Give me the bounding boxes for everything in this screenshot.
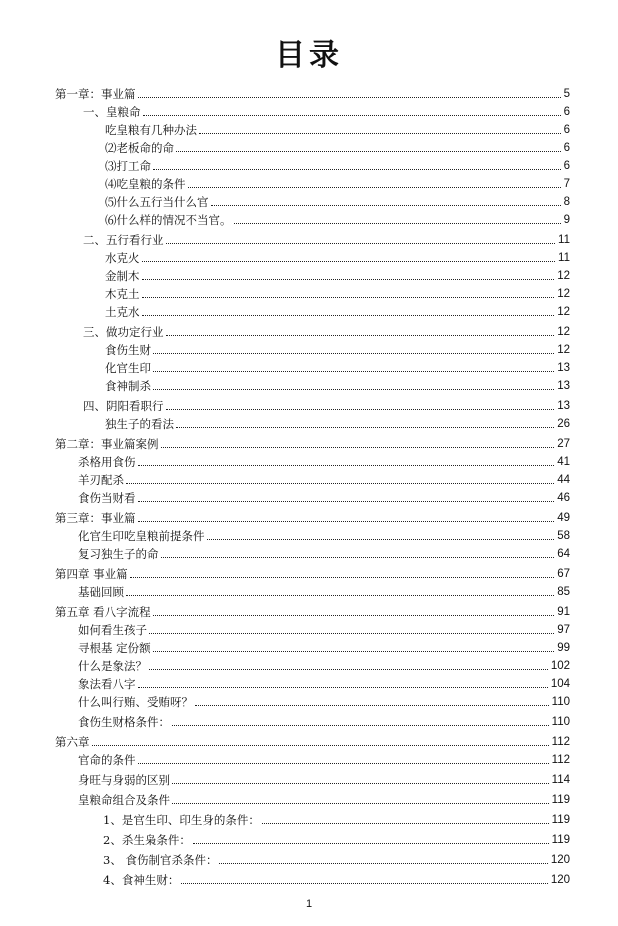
toc-entry-page: 110 [551,716,570,728]
dot-leader [126,483,554,484]
toc-entry-page: 44 [557,474,570,486]
toc-entry [105,283,570,301]
dot-leader [153,389,554,390]
page-title: 目录 [275,38,343,73]
toc-entry-page: 41 [557,456,570,468]
toc-entry-page: 12 [557,344,570,356]
dot-leader [219,863,547,864]
dot-leader [149,669,548,670]
toc-entry [105,413,570,431]
toc-entry-text: 第六章 [55,735,90,749]
toc-entry-page: 8 [563,196,570,208]
toc-entry-text: 二、五行看行业 [83,233,164,247]
dot-leader [153,169,561,170]
toc-entry-text: 3、 食伤制官杀条件： [103,853,218,867]
toc-entry [55,83,570,101]
toc-entry [78,691,570,709]
toc-entry-text: 基础回顾 [78,585,124,599]
toc-entry-page: 11 [558,234,570,246]
toc-entry-page: 9 [563,214,570,226]
toc-entry [78,543,570,561]
toc-entry-page: 12 [557,306,570,318]
dot-leader [153,651,555,652]
toc-entry-text: 寻根基 定份额 [78,641,151,655]
toc-entry-text: 食神制杀 [105,379,151,393]
toc-entry [55,601,570,619]
dot-leader [126,595,554,596]
dot-leader [166,409,555,410]
toc-entry-text: 羊刃配杀 [78,473,124,487]
dot-leader [166,243,556,244]
toc-entry [103,809,570,827]
dot-leader [138,521,555,522]
dot-leader [138,763,549,764]
dot-leader [161,557,555,558]
toc-entry-page: 12 [557,326,570,338]
toc-entry-page: 112 [551,736,570,748]
toc-entry [55,433,570,451]
toc-entry [103,869,570,887]
toc-entry-text: 皇粮命组合及条件 [78,793,170,807]
dot-leader [142,297,555,298]
toc-entry-text: 1、是官生印、印生身的条件： [103,813,260,827]
toc-entry-text: ⑷吃皇粮的条件 [105,177,186,191]
toc-entry-text: 水克火 [105,251,140,265]
dot-leader [149,633,554,634]
dot-leader [142,315,555,316]
toc-entry-page: 119 [551,794,570,806]
toc-entry-page: 120 [550,874,570,886]
toc-entry-page: 114 [551,774,570,786]
toc-entry-text: 官命的条件 [78,753,136,767]
dot-leader [262,823,549,824]
toc-entry-page: 26 [557,418,570,430]
toc-entry [78,749,570,767]
toc-entry-page: 12 [557,270,570,282]
toc-entry [105,301,570,319]
toc-entry-page: 67 [557,568,570,580]
toc-entry [105,265,570,283]
toc-entry-page: 64 [557,548,570,560]
toc-entry-page: 13 [557,400,570,412]
toc-entry [55,731,570,749]
toc-entry [83,101,570,119]
dot-leader [138,687,548,688]
toc-entry-text: 第三章：事业篇 [55,511,136,525]
toc-entry-text: 复习独生子的命 [78,547,159,561]
toc-entry-text: 三、做功定行业 [83,325,164,339]
toc-entry [105,209,570,227]
toc-entry-page: 13 [557,362,570,374]
toc-entry-text: 四、阴阳看职行 [83,399,164,413]
dot-leader [138,465,555,466]
dot-leader [176,151,561,152]
toc-entry [103,829,570,847]
dot-leader [172,725,549,726]
toc-entry [78,451,570,469]
toc-entry [78,789,570,807]
toc-entry-text: 什么是象法？ [78,659,147,673]
toc-entry-text: ⑵老板命的命 [105,141,174,155]
toc-entry [105,119,570,137]
dot-leader [176,427,554,428]
toc-entry-text: 金制木 [105,269,140,283]
toc-entry-text: 身旺与身弱的区别 [78,773,170,787]
toc-entry-page: 49 [557,512,570,524]
toc-entry [78,581,570,599]
toc-entry-text: 第四章 事业篇 [55,567,128,581]
toc-entry-page: 6 [563,142,570,154]
dot-leader [130,577,555,578]
toc-entry-page: 58 [557,530,570,542]
toc-entry-page: 110 [551,696,570,708]
dot-leader [138,501,555,502]
toc-entry-text: 如何看生孩子 [78,623,147,637]
toc-entry-page: 119 [551,834,570,846]
toc-entry-text: ⑸什么五行当什么官 [105,195,209,209]
toc-entry [78,619,570,637]
toc-entry [78,487,570,505]
dot-leader [211,205,561,206]
toc-entry-text: 第二章：事业篇案例 [55,437,159,451]
toc-entry-page: 99 [557,642,570,654]
dot-leader [153,353,554,354]
toc-entry-page: 7 [563,178,570,190]
toc-entry-page: 119 [551,814,570,826]
dot-leader [172,803,549,804]
toc-entry-page: 120 [550,854,570,866]
toc-entry-page: 85 [557,586,570,598]
toc-entry-text: 食伤生财格条件： [78,715,170,729]
toc-entry [103,849,570,867]
dot-leader [188,187,561,188]
toc-entry-page: 6 [563,124,570,136]
toc-entry-text: 木克土 [105,287,140,301]
toc-entry [78,655,570,673]
toc-entry-page: 6 [563,160,570,172]
dot-leader [142,279,555,280]
toc-entry [83,229,570,247]
toc-entry-page: 5 [563,88,570,100]
toc-entry-text: 土克水 [105,305,140,319]
toc-entry [105,339,570,357]
toc-entry-page: 46 [557,492,570,504]
toc-entry-text: 2、杀生枭条件： [103,833,191,847]
toc-entry [105,155,570,173]
toc-entry [78,769,570,787]
toc-entry [78,525,570,543]
dot-leader [138,97,561,98]
toc-entry-text: 象法看八字 [78,677,136,691]
toc-entry [78,673,570,691]
toc-entry [78,711,570,729]
toc-entry-text: ⑹什么样的情况不当官。 [105,213,232,227]
dot-leader [195,705,549,706]
dot-leader [161,447,555,448]
dot-leader [143,115,561,116]
toc-entry-text: 杀格用食伤 [78,455,136,469]
toc-entry [105,357,570,375]
toc-entry [105,247,570,265]
toc-entry-page: 102 [550,660,570,672]
toc-entry-text: 化官生印 [105,361,151,375]
toc-entry [83,395,570,413]
dot-leader [92,745,549,746]
toc-entry-text: 4、食神生财： [103,873,180,887]
toc-entry-page: 97 [557,624,570,636]
toc-entry-page: 104 [550,678,570,690]
toc-entry-text: 食伤当财看 [78,491,136,505]
toc-entry [78,469,570,487]
page-number: 1 [305,898,313,910]
toc-entry-page: 27 [557,438,570,450]
toc-entry-page: 12 [557,288,570,300]
toc-entry [55,563,570,581]
dot-leader [207,539,555,540]
toc-entry-text: 化官生印吃皇粮前提条件 [78,529,205,543]
toc-entry-text: 食伤生财 [105,343,151,357]
dot-leader [172,783,549,784]
dot-leader [153,615,555,616]
toc-entry-text: 独生子的看法 [105,417,174,431]
toc-entry-text: ⑶打工命 [105,159,151,173]
toc-entry [83,321,570,339]
dot-leader [166,335,555,336]
toc-entry-page: 91 [557,606,570,618]
toc-entry-text: 吃皇粮有几种办法 [105,123,197,137]
toc-entry-text: 什么叫行贿、受贿呀？ [78,695,193,709]
dot-leader [153,371,554,372]
dot-leader [199,133,561,134]
dot-leader [234,223,561,224]
toc-entry-page: 6 [563,106,570,118]
toc-entry [105,173,570,191]
toc-entry [105,375,570,393]
dot-leader [142,261,556,262]
toc-entry [78,637,570,655]
toc-entry-page: 11 [558,252,570,264]
dot-leader [181,883,547,884]
dot-leader [193,843,549,844]
toc-entry [105,191,570,209]
toc-entry-text: 第五章 看八字流程 [55,605,151,619]
toc-entry [105,137,570,155]
toc-entry-text: 第一章：事业篇 [55,87,136,101]
toc-entry-page: 112 [551,754,570,766]
toc-entry-text: 一、皇粮命 [83,105,141,119]
toc-entry [55,507,570,525]
toc-entry-page: 13 [557,380,570,392]
